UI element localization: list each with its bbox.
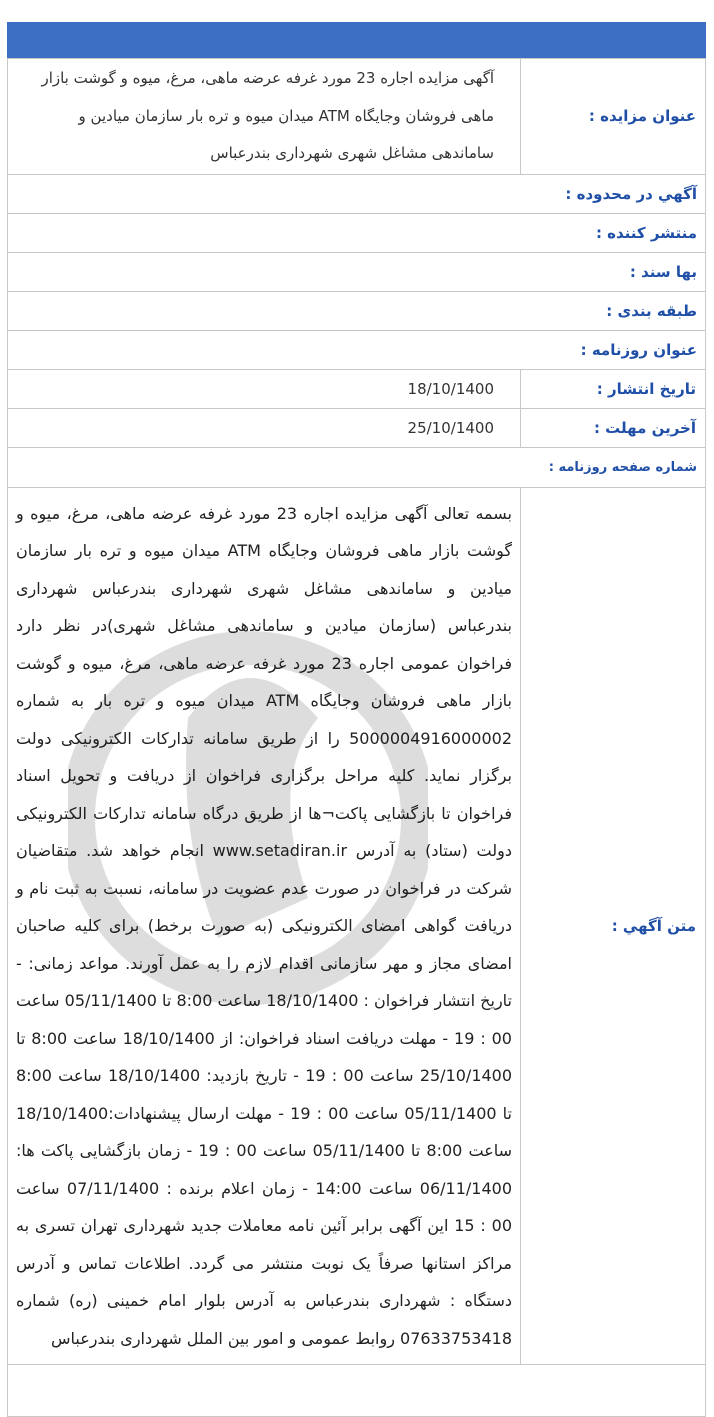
auction-title-value: آگهی مزایده اجاره 23 مورد غرفه عرضه ماهی، مرغ، میوه و گوشت بازار ماهی فروشان وجایگاه ATM میدان میوه و تره بار سازمان میادین و ساماندهی مشاغل شهری شهرداری بندرعباس [41, 69, 494, 162]
row-auction-title [8, 59, 706, 175]
notice-page [7, 22, 706, 1417]
publisher-label: منتشر کننده : [8, 213, 706, 252]
newspaper-title-label: عنوان روزنامه : [8, 330, 706, 369]
notice-body-text: بسمه تعالی آگهی مزایده اجاره 23 مورد غرفه عرضه ماهی، مرغ، میوه و گوشت بازار ماهی فروشان وجایگاه ATM میدان میوه و تره بار سازمان میادین و ساماندهی مشاغل شهری شهرداری بندرعباس شهرداری بندرعباس (سازمان میادین و ساماندهی مشاغل شهری)در نظر دارد فراخوان عمومی اجاره 23 مورد غرفه عرضه ماهی، مرغ، میوه و گوشت بازار ماهی فروشان وجایگاه ATM میدان میوه و تره بار به شماره 5000004916000002 را از طریق سامانه تدارکات الکترونیکی دولت برگزار نماید. کلیه مراحل برگزاری فراخوان از دریافت و تحویل اسناد فراخوان تا بازگشایی پاکت¬ها از طریق درگاه سامانه تدارکات الکترونیکی دولت (ستاد) به آدرس www.setadiran.ir انجام خواهد شد. متقاضیان شرکت در فراخوان در صورت عدم عضویت در سامانه، نسبت به ثبت نام و دریافت گواهی امضای الکترونیکی (به صورت برخط) برای کلیه صاحبان امضای مجاز و مهر سازمانی اقدام لازم را به عمل آورند. مواعد زمانی: - تاریخ انتشار فراخوان : 18/10/1400 ساعت 8:00 تا 05/11/1400 ساعت 00 : 19 - مهلت دریافت اسناد فراخوان: از 18/10/1400 ساعت 8:00 تا 25/10/1400 ساعت 00 : 19 - تاریخ بازدید: 18/10/1400 ساعت 8:00 تا 05/11/1400 ساعت 00 : 19 - مهلت ارسال پیشنهادات:18/10/1400 ساعت 8:00 تا 05/11/1400 ساعت 00 : 19 - زمان بازگشایی پاکت ها: 06/11/1400 ساعت 14:00 - زمان اعلام برنده : 07/11/1400 ساعت 00 : 15 این آگهی برابر آئین نامه معاملات جدید شهرداری تهران تسری به مراکز استانها صرفاً یک نوبت منتشر می گردد. اطلاعات تماس و آدرس دستگاه : شهرداری بندرعباس به آدرس بلوار امام خمینی (ره) شماره 07633753418 روابط عمومی و امور بین الملل شهرداری بندرعباس [16, 503, 513, 1348]
row-area-notice [8, 174, 706, 213]
row-publisher [8, 213, 706, 252]
deadline-value: 25/10/1400 [407, 418, 494, 437]
publish-date-label: تاریخ انتشار : [521, 369, 706, 408]
row-empty-footer [8, 1365, 706, 1417]
row-deadline [8, 408, 706, 447]
header-bar [7, 22, 706, 58]
notice-text-label: متن آگهي : [521, 487, 706, 1365]
category-label: طبقه بندی : [8, 291, 706, 330]
row-publish-date [8, 369, 706, 408]
auction-title-label: عنوان مزایده : [521, 59, 706, 175]
row-category [8, 291, 706, 330]
newspaper-page-label: شماره صفحه روزنامه : [8, 447, 706, 487]
notice-details-table [7, 58, 706, 1417]
row-newspaper-title [8, 330, 706, 369]
row-notice-text [8, 487, 706, 1365]
row-newspaper-page [8, 447, 706, 487]
deadline-label: آخرین مهلت : [521, 408, 706, 447]
row-doc-price [8, 252, 706, 291]
doc-price-label: بها سند : [8, 252, 706, 291]
publish-date-value: 18/10/1400 [407, 379, 494, 398]
area-notice-label: آگهي در محدوده : [8, 174, 706, 213]
